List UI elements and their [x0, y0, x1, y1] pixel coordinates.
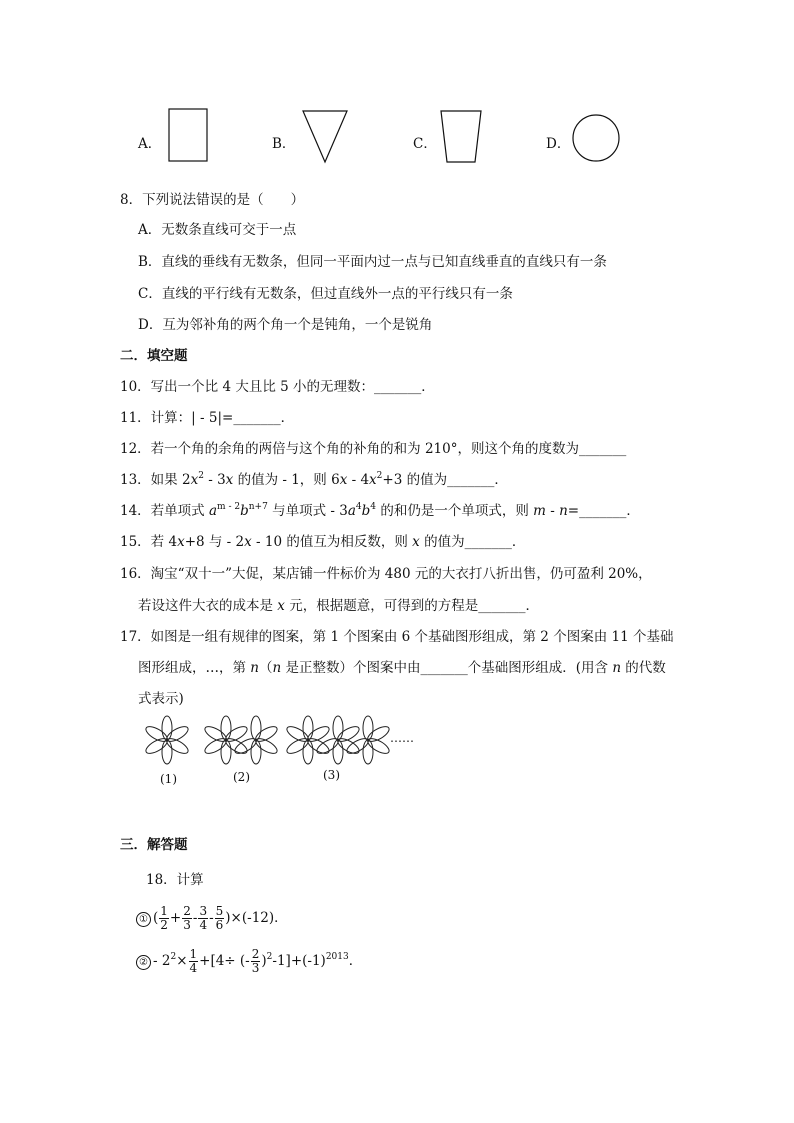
pattern-label-1: (1)	[160, 772, 177, 786]
option-d-label: D．	[546, 136, 571, 152]
question-8-option-b: B．直线的垂线有无数条，但同一平面内过一点与已知直线垂直的直线只有一条	[138, 254, 607, 270]
question-17-line-1: 17．如图是一组有规律的图案，第 1 个图案由 6 个基础图形组成，第 2 个图案由 11 个基础	[120, 629, 674, 645]
inverted-triangle-shape	[302, 110, 348, 164]
question-15: 15．若 4x+8 与 - 2x - 10 的值互为相反数，则 x 的值为_______．	[120, 534, 526, 550]
option-a-label: A．	[138, 136, 162, 152]
section-2-heading: 二．填空题	[120, 348, 188, 364]
question-16-line-2: 若设这件大衣的成本是 x 元，根据题意，可得到的方程是_______．	[138, 598, 539, 614]
rectangle-shape	[168, 108, 208, 162]
question-8-stem: 8．下列说法错误的是（ ）	[120, 192, 305, 208]
pattern-label-2: (2)	[233, 770, 250, 784]
pattern-2	[203, 716, 250, 764]
question-12: 12．若一个角的余角的两倍与这个角的补角的和为 210°，则这个角的度数为_______	[120, 441, 627, 457]
question-18-title: 18．计算	[146, 872, 204, 888]
flower-pattern-figure	[130, 715, 420, 771]
question-11: 11．计算：| - 5|=_______．	[120, 410, 295, 426]
question-18-expression-2: ② - $2^2\times$ $\frac{1}{4}$ +[4÷ (- $\frac{2}{3}$ )$^2-1]+(-1)^{2013}$．	[136, 948, 362, 975]
trapezoid-shape	[440, 110, 482, 164]
question-8-option-a: A．无数条直线可交于一点	[138, 222, 297, 238]
pattern-ellipsis: ……	[390, 731, 414, 745]
question-17-line-3: 式表示)	[138, 691, 184, 707]
question-10: 10．写出一个比 4 大且比 5 小的无理数：_______．	[120, 379, 435, 395]
pattern-3	[285, 716, 332, 764]
section-3-heading: 三．解答题	[120, 837, 188, 853]
pattern-label-3: (3)	[323, 768, 340, 782]
circle-shape	[572, 114, 620, 162]
option-c-label: C．	[413, 136, 437, 152]
question-8-option-c: C．直线的平行线有无数条，但过直线外一点的平行线只有一条	[138, 286, 513, 302]
question-14: 14．若单项式 $a^{m - 2}b^{n+7}$ 与单项式 - $3a^4b^4$ 的和仍是一个单项式，则 m - n=_______．	[120, 502, 640, 519]
question-13: 13．如果 $2x^2 - 3x$ 的值为 - 1，则 $6x - 4x^2+3$ 的值为_______．	[120, 471, 508, 488]
question-18-expression-1: ① ( $\frac{1}{2}$ + $\frac{2}{3}$ - $\frac{3}{4}$ - $\frac{5}{6}$ )×(-12)．	[136, 905, 288, 932]
option-b-label: B．	[272, 136, 296, 152]
question-17-line-2: 图形组成，…，第 n（n 是正整数）个图案中由_______个基础图形组成．(用含 n 的代数	[138, 660, 666, 676]
question-16-line-1: 16．淘宝“双十一”大促，某店铺一件标价为 480 元的大衣打八折出售，仍可盈利 20%，	[120, 566, 652, 582]
question-8-option-d: D．互为邻补角的两个角一个是钝角，一个是锐角	[138, 317, 433, 333]
pattern-1	[144, 716, 191, 764]
